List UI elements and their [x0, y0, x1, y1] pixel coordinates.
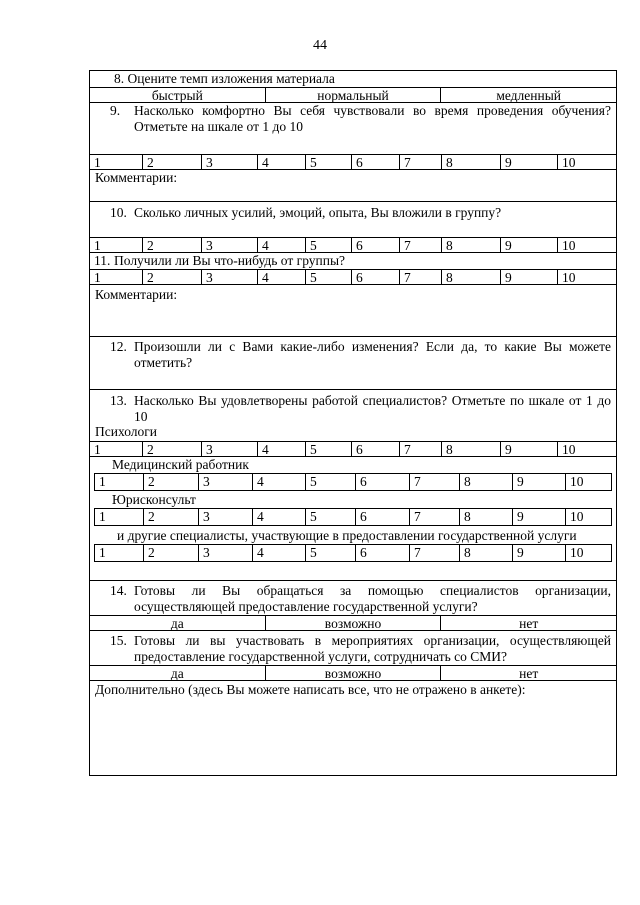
- medical-scale-6[interactable]: 6: [355, 474, 409, 490]
- medical-scale-3[interactable]: 3: [198, 474, 252, 490]
- q9-scale-9[interactable]: 9: [500, 155, 557, 169]
- question-9-number: 9.: [110, 103, 121, 118]
- others-scale-8[interactable]: 8: [459, 545, 512, 561]
- question-8-text: 8. Оцените темп изложения материала: [114, 71, 335, 86]
- additional-comments[interactable]: [90, 680, 616, 776]
- psych-scale-5[interactable]: 5: [305, 442, 351, 456]
- legal-scale-5[interactable]: 5: [305, 509, 355, 525]
- q9-comments[interactable]: [90, 169, 616, 201]
- legal-scale-2[interactable]: 2: [143, 509, 198, 525]
- q11-scale-3[interactable]: 3: [201, 270, 257, 284]
- q9-comments-label: Комментарии:: [95, 170, 178, 185]
- medical-label: Медицинский работник: [112, 457, 249, 472]
- q10-scale: [90, 237, 616, 252]
- q10-scale-9[interactable]: 9: [500, 238, 557, 252]
- medical-scale-4[interactable]: 4: [252, 474, 305, 490]
- q11-scale-6[interactable]: 6: [351, 270, 399, 284]
- legal-scale-3[interactable]: 3: [198, 509, 252, 525]
- q10-scale-4[interactable]: 4: [257, 238, 305, 252]
- legal-scale-6[interactable]: 6: [355, 509, 409, 525]
- psych-scale-4[interactable]: 4: [257, 442, 305, 456]
- additional-label: Дополнительно (здесь Вы можете написать все, что не отражено в анкете):: [95, 682, 526, 697]
- question-9-text: Насколько комфортно Вы себя чувствовали во время проведения обучения? Отметьте на шкале от 1 до 10: [134, 103, 611, 134]
- q9-scale-1[interactable]: 1: [94, 155, 101, 170]
- question-15-text: Готовы ли вы участвовать в мероприятиях организации, осуществляющей предоставление государственной услуги, сотрудничать со СМИ?: [134, 633, 611, 664]
- psych-scale-9[interactable]: 9: [500, 442, 557, 456]
- psych-scale-10[interactable]: 10: [557, 442, 616, 456]
- others-scale-2[interactable]: 2: [143, 545, 198, 561]
- page-number: 44: [313, 38, 327, 53]
- q10-scale-8[interactable]: 8: [441, 238, 500, 252]
- medical-scale-8[interactable]: 8: [459, 474, 512, 490]
- question-11: [90, 252, 616, 269]
- q9-scale: [90, 154, 616, 169]
- q15-option-yes[interactable]: да: [170, 666, 184, 681]
- q9-scale-10[interactable]: 10: [557, 155, 616, 169]
- medical-scale: [94, 473, 612, 491]
- question-14-text: Готовы ли Вы обращаться за помощью специалистов организации, осуществляющей предоставление государственной услуги?: [134, 583, 611, 614]
- q9-scale-4[interactable]: 4: [257, 155, 305, 169]
- q15-option-no[interactable]: нет: [440, 666, 616, 680]
- question-12-text: Произошли ли с Вами какие-либо изменения? Если да, то какие Вы можете отметить?: [134, 339, 611, 370]
- q11-scale-7[interactable]: 7: [399, 270, 441, 284]
- others-scale: [94, 544, 612, 562]
- question-13: [90, 389, 616, 441]
- q14-option-no[interactable]: нет: [440, 616, 616, 630]
- q14-options: [90, 615, 616, 630]
- legal-scale-1[interactable]: 1: [99, 509, 106, 524]
- q10-scale-3[interactable]: 3: [201, 238, 257, 252]
- legal-scale: [94, 508, 612, 526]
- question-9: [90, 102, 616, 154]
- q11-scale: [90, 269, 616, 284]
- question-8: [90, 70, 616, 87]
- others-scale-5[interactable]: 5: [305, 545, 355, 561]
- psych-scale-7[interactable]: 7: [399, 442, 441, 456]
- q15-option-maybe[interactable]: возможно: [265, 666, 441, 680]
- question-11-number: 11.: [94, 253, 111, 268]
- others-block: [90, 528, 616, 580]
- q8-option-slow[interactable]: медленный: [440, 88, 616, 102]
- question-15: [90, 630, 616, 665]
- q9-scale-7[interactable]: 7: [399, 155, 441, 169]
- q10-scale-6[interactable]: 6: [351, 238, 399, 252]
- q11-scale-4[interactable]: 4: [257, 270, 305, 284]
- psychologists-label: Психологи: [95, 424, 158, 439]
- question-12-number: 12.: [110, 339, 127, 354]
- medical-block: [90, 456, 616, 492]
- others-label: и другие специалисты, участвующие в предоставлении государственной услуги: [117, 528, 577, 543]
- q10-scale-1[interactable]: 1: [94, 238, 101, 253]
- psych-scale-2[interactable]: 2: [142, 442, 201, 456]
- psych-scale-6[interactable]: 6: [351, 442, 399, 456]
- medical-scale-2[interactable]: 2: [143, 474, 198, 490]
- question-10-text: Сколько личных усилий, эмоций, опыта, Вы вложили в группу?: [134, 205, 502, 220]
- others-scale-9[interactable]: 9: [512, 545, 565, 561]
- q9-scale-3[interactable]: 3: [201, 155, 257, 169]
- medical-scale-10[interactable]: 10: [565, 474, 611, 490]
- others-scale-3[interactable]: 3: [198, 545, 252, 561]
- q11-comments[interactable]: [90, 284, 616, 336]
- q11-scale-2[interactable]: 2: [142, 270, 201, 284]
- q8-option-fast[interactable]: быстрый: [151, 88, 203, 103]
- medical-scale-5[interactable]: 5: [305, 474, 355, 490]
- legal-label: Юрисконсульт: [112, 492, 196, 507]
- psych-scale-8[interactable]: 8: [441, 442, 500, 456]
- q8-option-normal[interactable]: нормальный: [265, 88, 441, 102]
- legal-block: [90, 492, 616, 528]
- question-14-number: 14.: [110, 583, 127, 598]
- legal-scale-4[interactable]: 4: [252, 509, 305, 525]
- q14-option-yes[interactable]: да: [170, 616, 184, 631]
- q11-scale-1[interactable]: 1: [94, 270, 101, 285]
- psych-scale-1[interactable]: 1: [94, 442, 101, 457]
- question-10: [90, 201, 616, 237]
- others-scale-6[interactable]: 6: [355, 545, 409, 561]
- question-10-number: 10.: [110, 205, 127, 220]
- q14-option-maybe[interactable]: возможно: [265, 616, 441, 630]
- q11-scale-8[interactable]: 8: [441, 270, 500, 284]
- others-scale-4[interactable]: 4: [252, 545, 305, 561]
- q10-scale-5[interactable]: 5: [305, 238, 351, 252]
- medical-scale-9[interactable]: 9: [512, 474, 565, 490]
- legal-scale-9[interactable]: 9: [512, 509, 565, 525]
- medical-scale-1[interactable]: 1: [99, 474, 106, 489]
- q11-scale-5[interactable]: 5: [305, 270, 351, 284]
- medical-scale-7[interactable]: 7: [409, 474, 459, 490]
- q11-scale-9[interactable]: 9: [500, 270, 557, 284]
- psych-scale-3[interactable]: 3: [201, 442, 257, 456]
- q9-scale-8[interactable]: 8: [441, 155, 500, 169]
- q9-scale-5[interactable]: 5: [305, 155, 351, 169]
- question-11-text: Получили ли Вы что-нибудь от группы?: [114, 253, 346, 268]
- question-14: [90, 580, 616, 615]
- question-13-number: 13.: [110, 393, 127, 408]
- legal-scale-10[interactable]: 10: [565, 509, 611, 525]
- question-15-number: 15.: [110, 633, 127, 648]
- others-scale-1[interactable]: 1: [99, 545, 106, 560]
- q9-scale-6[interactable]: 6: [351, 155, 399, 169]
- q15-options: [90, 665, 616, 680]
- q10-scale-10[interactable]: 10: [557, 238, 616, 252]
- questionnaire-form: [89, 70, 617, 776]
- q9-scale-2[interactable]: 2: [142, 155, 201, 169]
- q8-options: [90, 87, 616, 102]
- q11-comments-label: Комментарии:: [95, 287, 178, 302]
- legal-scale-7[interactable]: 7: [409, 509, 459, 525]
- question-13-text: Насколько Вы удовлетворены работой специалистов? Отметьте по шкале от 1 до 10: [134, 393, 611, 424]
- others-scale-10[interactable]: 10: [565, 545, 611, 561]
- q10-scale-7[interactable]: 7: [399, 238, 441, 252]
- psychologists-scale: [90, 441, 616, 456]
- q10-scale-2[interactable]: 2: [142, 238, 201, 252]
- question-12[interactable]: [90, 336, 616, 389]
- others-scale-7[interactable]: 7: [409, 545, 459, 561]
- legal-scale-8[interactable]: 8: [459, 509, 512, 525]
- q11-scale-10[interactable]: 10: [557, 270, 616, 284]
